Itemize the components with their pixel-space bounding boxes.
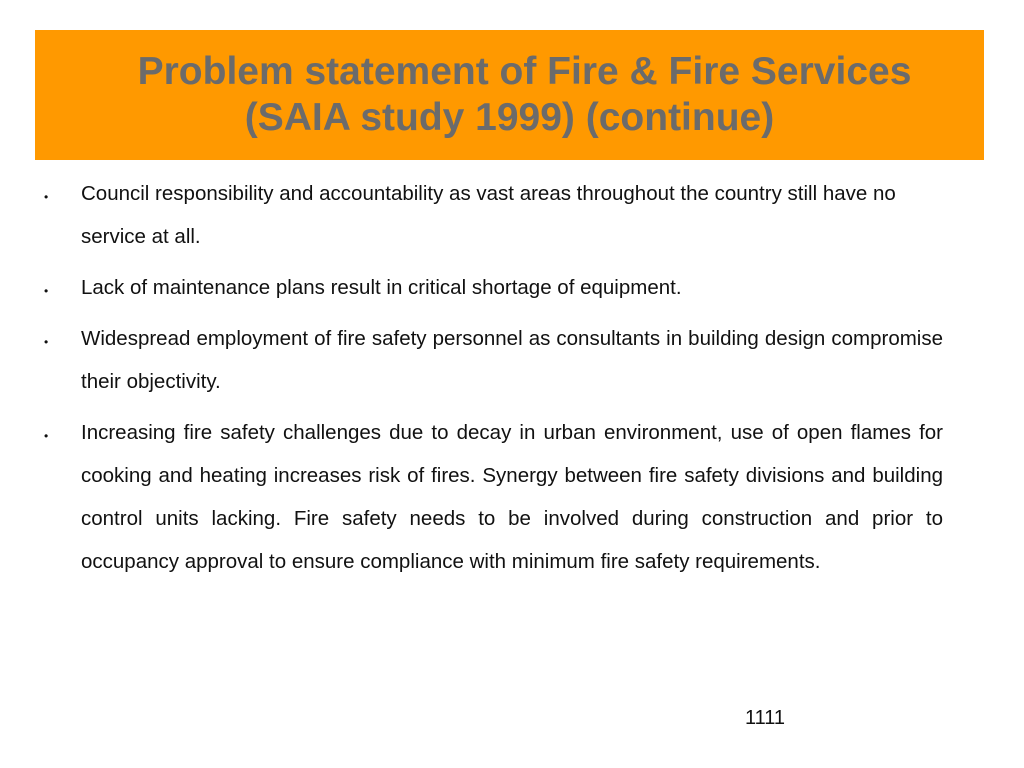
bullet-item-2 bbox=[40, 266, 943, 309]
slide-title-line-2: (SAIA study 1999) (continue) bbox=[244, 96, 775, 139]
bullet-item-4 bbox=[40, 411, 943, 583]
bullet-icon: • bbox=[44, 335, 49, 349]
slide-title-line-1: Problem statement of Fire & Fire Services bbox=[137, 50, 912, 93]
bullet-item-1 bbox=[40, 172, 943, 258]
bullet-text-4: Increasing fire safety challenges due to decay in urban environment, use of open flames for cooking and heating increases risk of fires. Synergy between fire safety divisions and building control units lacking. Fire safety needs to be involved during construction and prior to occupancy approval to ensure compliance with minimum fire safety requirements. bbox=[81, 421, 943, 573]
slide-number: 1111 bbox=[745, 707, 786, 729]
bullet-list bbox=[40, 172, 943, 591]
bullet-item-3 bbox=[40, 317, 943, 403]
bullet-text-1: Council responsibility and accountability as vast areas throughout the country still have no service at all. bbox=[81, 182, 896, 248]
title-banner bbox=[35, 30, 984, 160]
bullet-icon: • bbox=[44, 429, 49, 443]
bullet-text-3: Widespread employment of fire safety personnel as consultants in building design compromise their objectivity. bbox=[81, 327, 943, 393]
bullet-text-2: Lack of maintenance plans result in critical shortage of equipment. bbox=[81, 276, 682, 299]
bullet-icon: • bbox=[44, 190, 49, 204]
bullet-icon: • bbox=[44, 284, 49, 298]
